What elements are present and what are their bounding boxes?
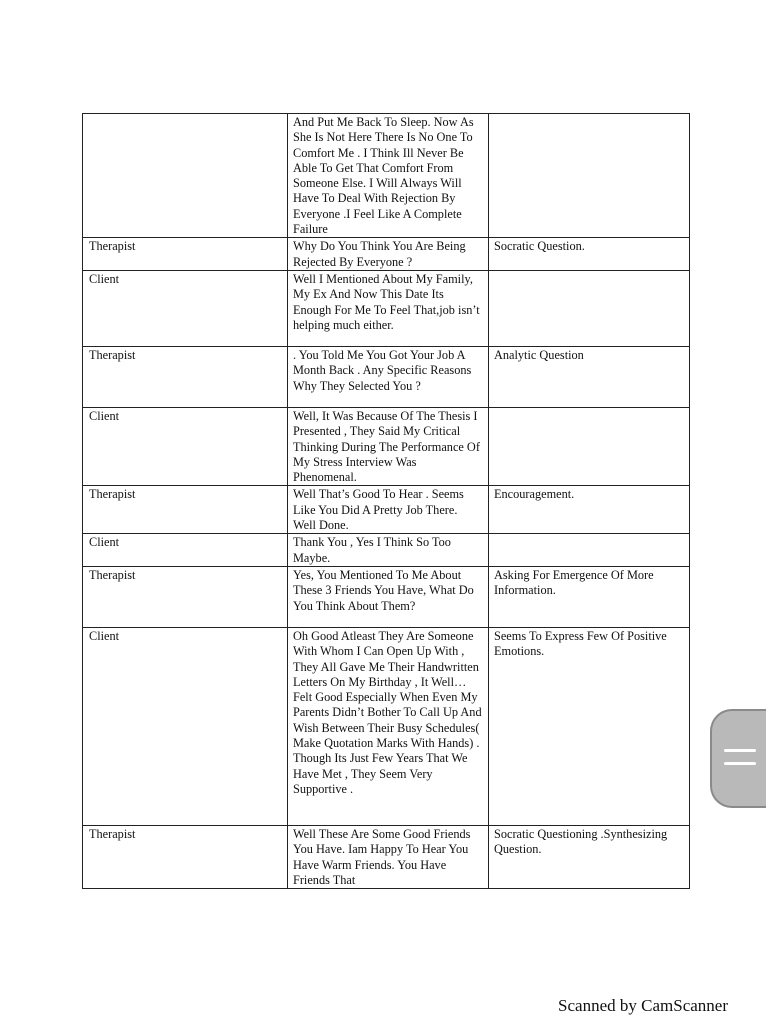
utterance-cell: Well I Mentioned About My Family, My Ex And Now This Date Its Enough For Me To Feel That,job isn’t helping much either. [288,270,489,346]
table-row [83,238,690,271]
speaker-cell: Client [83,534,288,567]
utterance-cell: Why Do You Think You Are Being Rejected By Everyone ? [288,238,489,271]
table-row [83,114,690,238]
speaker-cell: Client [83,627,288,825]
speaker-cell: Therapist [83,825,288,888]
table-row [83,534,690,567]
transcript-table [82,113,690,889]
utterance-cell: Well These Are Some Good Friends You Have. Iam Happy To Hear You Have Warm Friends. You Have Friends That [288,825,489,888]
table-row [83,407,690,485]
note-cell: Socratic Question. [489,238,690,271]
utterance-cell: Oh Good Atleast They Are Someone With Whom I Can Open Up With , They All Gave Me Their Handwritten Letters On My Birthday , It Well… Felt Good Especially When Even My Parents Didn’t Bother To Call Up And Wish Between Their Busy Schedules( Make Quotation Marks With Hands) . Though Its Just Few Years That We Have Met , They Seem Very Supportive . [288,627,489,825]
table-row [83,346,690,407]
note-cell: Encouragement. [489,486,690,534]
utterance-cell: And Put Me Back To Sleep. Now As She Is Not Here There Is No One To Comfort Me . I Think Ill Never Be Able To Get That Comfort From Someone Else. I Will Always Will Have To Deal With Rejection By Everyone .I Feel Like A Complete Failure [288,114,489,238]
table-row [83,627,690,825]
utterance-cell: Thank You , Yes I Think So Too Maybe. [288,534,489,567]
table-row [83,486,690,534]
utterance-cell: Well, It Was Because Of The Thesis I Presented , They Said My Critical Thinking During The Performance Of My Stress Interview Was Phenomenal. [288,407,489,485]
speaker-cell: Therapist [83,346,288,407]
utterance-cell: . You Told Me You Got Your Job A Month Back . Any Specific Reasons Why They Selected You ? [288,346,489,407]
note-cell [489,407,690,485]
menu-lines-icon [724,749,756,752]
note-cell [489,114,690,238]
note-cell [489,270,690,346]
speaker-cell: Therapist [83,238,288,271]
scroll-handle[interactable] [710,709,766,808]
table-row [83,566,690,627]
utterance-cell: Yes, You Mentioned To Me About These 3 Friends You Have, What Do You Think About Them? [288,566,489,627]
note-cell: Analytic Question [489,346,690,407]
speaker-cell: Client [83,270,288,346]
speaker-cell [83,114,288,238]
note-cell: Asking For Emergence Of More Information. [489,566,690,627]
table-row [83,825,690,888]
speaker-cell: Client [83,407,288,485]
menu-lines-icon-bar [724,762,756,765]
note-cell [489,534,690,567]
note-cell: Socratic Questioning .Synthesizing Question. [489,825,690,888]
speaker-cell: Therapist [83,566,288,627]
scanner-watermark: Scanned by CamScanner [558,996,728,1015]
utterance-cell: Well That’s Good To Hear . Seems Like You Did A Pretty Job There. Well Done. [288,486,489,534]
speaker-cell: Therapist [83,486,288,534]
note-cell: Seems To Express Few Of Positive Emotions. [489,627,690,825]
table-row [83,270,690,346]
